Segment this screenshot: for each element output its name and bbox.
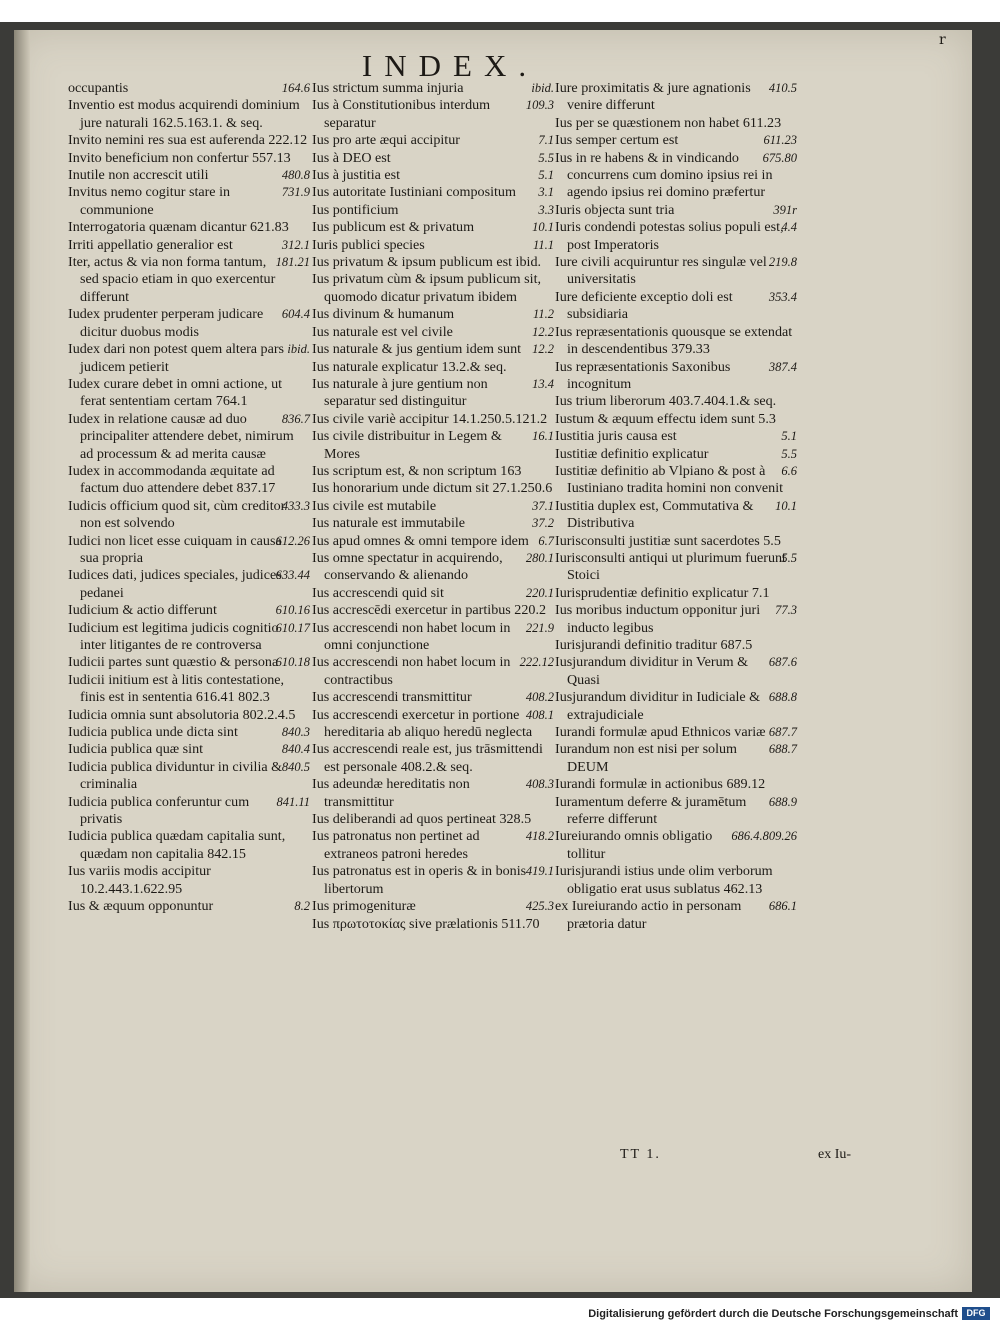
index-entry-ref: 425.3 <box>525 899 554 914</box>
index-entry <box>68 828 310 863</box>
index-entry <box>555 428 797 445</box>
index-entry <box>312 132 554 149</box>
index-entry-ref: 220.1 <box>525 585 554 600</box>
index-entry <box>68 498 310 533</box>
index-entry <box>555 741 797 776</box>
index-entry <box>312 620 554 655</box>
index-entry-ref: 686.1 <box>768 899 797 914</box>
index-entry <box>555 898 797 933</box>
index-entry <box>555 533 797 550</box>
index-entry <box>312 219 554 236</box>
index-entry <box>555 219 797 254</box>
index-entry-text: Inventio est modus acquirendi dominium jure naturali 162.5.163.1. & seq. <box>68 97 300 131</box>
index-entry-text: Iureiurando omnis obligatio tollitur <box>555 828 713 862</box>
index-entry <box>68 341 310 376</box>
index-entry-ref: 610.17 <box>275 620 310 635</box>
index-entry <box>312 863 554 898</box>
index-entry-text: Ius deliberandi ad quos pertineat 328.5 <box>312 811 532 828</box>
signature-mark: TT 1. <box>620 1147 661 1162</box>
index-entry <box>312 202 554 219</box>
index-entry <box>68 759 310 794</box>
index-entry-text: Ius honorarium unde dictum sit 27.1.250.6 <box>312 480 553 497</box>
index-entry <box>312 898 554 915</box>
index-entry-ref: 687.7 <box>768 725 797 740</box>
index-entry <box>312 707 554 742</box>
index-entry-ref: 280.1 <box>525 550 554 565</box>
index-entry-text: Ius accrescendi non habet locum in omni conjunctione <box>312 619 511 653</box>
index-entry-ref: 219.8 <box>768 255 797 270</box>
index-entry-text: Ius semper certum est <box>555 132 679 149</box>
index-entry-text: Iustitiæ definitio explicatur <box>555 445 709 462</box>
dfg-logo: DFG <box>962 1307 990 1320</box>
index-entry <box>312 550 554 585</box>
index-entry-text: Iudici non licet esse cuiquam in causa sua propria <box>68 532 282 566</box>
index-entry-text: Ius accrescendi exercetur in portione hereditaria ab aliquo heredū neglecta <box>312 706 533 741</box>
index-entry-text: Ius scriptum est, & non scriptum 163 <box>312 462 522 479</box>
index-entry-ref: 312.1 <box>281 237 310 252</box>
index-entry-text: Ius patronatus non pertinet ad extraneos patroni heredes <box>312 828 480 862</box>
index-entry-text: Ius civile est mutabile <box>312 497 437 514</box>
index-entry-text: Ius naturale est vel civile <box>312 323 453 340</box>
index-entry-ref: 612.26 <box>275 533 310 548</box>
index-entry-ref: 4.4 <box>781 220 797 235</box>
index-entry-text: Invito beneficium non confertur 557.13 <box>68 149 291 166</box>
index-entry-ref: 5.1 <box>538 168 554 183</box>
index-entry-text: Ius in re habens & in vindicando concurrens cum domino ipsius rei in agendo ipsius rei domino præfertur <box>555 149 773 201</box>
index-entry-text: Ius accrescendi transmittitur <box>312 689 472 706</box>
index-entry-ref: 418.2 <box>525 829 554 844</box>
index-entry <box>68 150 310 167</box>
index-entry-ref: 8.2 <box>294 899 310 914</box>
index-entry-text: Iudicia publica unde dicta sint <box>68 724 238 741</box>
index-entry <box>312 463 554 480</box>
index-entry-ref: ibid. <box>531 81 554 95</box>
index-entry <box>555 498 797 533</box>
index-entry-text: Ius strictum summa injuria <box>312 80 464 96</box>
index-entry-ref: 840.5 <box>281 759 310 774</box>
index-entry <box>555 689 797 724</box>
index-entry-ref: 419.1 <box>525 864 554 879</box>
index-entry <box>555 202 797 219</box>
index-entry-text: Ius privatum cùm & ipsum publicum sit, quomodo dicatur privatum ibidem <box>312 271 542 305</box>
index-entry <box>68 620 310 655</box>
index-entry-ref: 37.1 <box>532 498 554 513</box>
index-entry-text: Iudices dati, judices speciales, judices pedanei <box>68 567 282 601</box>
index-entry-ref: 37.2 <box>532 516 554 531</box>
index-entry-ref: 10.1 <box>532 220 554 235</box>
index-entry-text: Iudicia publica conferuntur cum privatis <box>68 793 250 828</box>
index-entry-ref: 16.1 <box>532 429 554 444</box>
index-entry-ref: 222.12 <box>519 655 554 670</box>
index-entry-ref: 840.4 <box>281 742 310 757</box>
index-entry <box>312 498 554 515</box>
index-entry-text: Ius πρωτοτοκίας sive prælationis 511.70 <box>312 915 540 932</box>
index-entry-text: Ius naturale & jus gentium idem sunt <box>312 341 522 358</box>
index-entry-text: Ius trium liberorum 403.7.404.1.& seq. <box>555 393 777 410</box>
index-entry-ref: 3.3 <box>538 202 554 217</box>
index-entry-ref: 5.1 <box>781 429 797 444</box>
index-entry-text: Iudex in accommodanda æquitate ad factum duo attendere debet 837.17 <box>68 462 276 497</box>
index-entry-ref: 77.3 <box>775 603 797 618</box>
index-entry-text: Iudicii initium est à litis contestatione, finis est in sententia 616.41 802.3 <box>68 671 285 706</box>
index-entry-text: Iudicium & actio differunt <box>68 602 217 619</box>
index-entry-ref: 610.16 <box>275 603 310 618</box>
index-entry <box>68 306 310 341</box>
index-entry <box>68 794 310 829</box>
index-entry-ref: 408.1 <box>525 707 554 722</box>
index-column-3 <box>555 80 797 933</box>
index-entry-ref: 836.7 <box>281 411 310 426</box>
page-binding-edge <box>14 30 30 1292</box>
index-entry-text: Ius accrescendi non habet locum in contractibus <box>312 654 511 688</box>
index-entry-ref: 6.6 <box>781 463 797 478</box>
index-entry <box>312 184 554 201</box>
index-entry <box>312 167 554 184</box>
index-entry-text: Iurandi formulæ apud Ethnicos variæ <box>555 724 766 741</box>
index-entry-ref: 109.3 <box>525 98 554 113</box>
index-entry <box>555 393 797 410</box>
index-entry-text: Ius privatum & ipsum publicum est ibid. <box>312 254 542 271</box>
index-column-1 <box>68 80 310 916</box>
index-entry <box>312 515 554 532</box>
index-entry <box>312 80 554 97</box>
index-entry-text: Ius & æquum opponuntur <box>68 898 214 915</box>
index-entry-text: Irriti appellatio generalior est <box>68 236 233 253</box>
index-entry-text: Ius à Constitutionibus interdum separatur <box>312 97 491 131</box>
index-entry-text: Interrogatoria quænam dicantur 621.83 <box>68 219 289 236</box>
index-entry-text: Iurisjurandi istius unde olim verborum obligatio erat usus sublatus 462.13 <box>555 863 773 897</box>
index-entry-ref: 610.18 <box>275 655 310 670</box>
index-entry <box>555 863 797 898</box>
index-entry <box>68 654 310 671</box>
index-entry-text: Iustum & æquum effectu idem sunt 5.3 <box>555 410 776 427</box>
index-entry <box>68 567 310 602</box>
index-entry <box>312 376 554 411</box>
index-entry <box>312 689 554 706</box>
index-entry <box>312 271 554 306</box>
index-entry-text: Iuris objecta sunt tria <box>555 201 675 218</box>
index-entry-text: Iudicia publica quædam capitalia sunt, quædam non capitalia 842.15 <box>68 828 286 862</box>
index-entry <box>68 707 310 724</box>
index-entry <box>68 463 310 498</box>
catchword: ex Iu- <box>818 1147 852 1162</box>
index-entry-text: Iure proximitatis & jure agnationis venire differunt <box>555 80 751 114</box>
index-entry-text: Iurandi formulæ in actionibus 689.12 <box>555 776 766 793</box>
index-entry <box>68 672 310 707</box>
index-entry <box>312 916 554 933</box>
index-entry <box>555 654 797 689</box>
index-entry <box>555 132 797 149</box>
index-entry <box>312 776 554 811</box>
index-entry <box>312 585 554 602</box>
index-entry-text: Iudex in relatione causæ ad duo principaliter attendere debet, nimirum ad processum & ad merita causæ <box>68 410 294 462</box>
index-entry-text: Ius naturale explicatur 13.2.& seq. <box>312 358 507 375</box>
index-entry-text: Ius adeundæ hereditatis non transmittitur <box>312 776 470 810</box>
index-entry-ref: 7.1 <box>538 133 554 148</box>
index-entry <box>312 741 554 776</box>
index-entry-text: Ius omne spectatur in acquirendo, conservando & alienando <box>312 549 503 584</box>
index-entry-text: Ius pro arte æqui accipitur <box>312 132 460 149</box>
index-entry-ref: 11.1 <box>533 237 554 252</box>
index-entry-text: Iure civili acquiruntur res singulæ vel universitatis <box>555 254 767 288</box>
index-entry <box>312 602 554 619</box>
index-entry-ref: 221.9 <box>525 620 554 635</box>
index-entry-text: Ius accrescēdi exercetur in partibus 220.2 <box>312 602 547 619</box>
index-entry-ref: 410.5 <box>768 81 797 95</box>
index-entry-ref: 5.5 <box>781 550 797 565</box>
index-entry <box>68 219 310 236</box>
index-entry <box>312 411 554 428</box>
index-entry-ref: 391r <box>773 202 797 217</box>
index-entry <box>555 289 797 324</box>
index-entry-ref: 387.4 <box>768 359 797 374</box>
index-entry-text: Iusjurandum dividitur in Verum & Quasi <box>555 654 749 688</box>
index-entry-text: Ius divinum & humanum <box>312 306 455 323</box>
index-entry-ref: 841.11 <box>276 794 310 809</box>
index-entry-ref: 840.3 <box>281 725 310 740</box>
index-entry <box>68 724 310 741</box>
index-entry-text: Iudicia omnia sunt absolutoria 802.2.4.5 <box>68 706 296 723</box>
index-entry-ref: 611.23 <box>763 133 797 148</box>
index-entry <box>312 341 554 358</box>
index-entry <box>68 167 310 184</box>
index-entry-ref: 408.2 <box>525 690 554 705</box>
index-entry <box>555 80 797 115</box>
index-entry <box>312 811 554 828</box>
index-entry <box>68 863 310 898</box>
index-entry <box>312 428 554 463</box>
index-entry-ref: 353.4 <box>768 289 797 304</box>
index-entry <box>555 828 797 863</box>
index-entry-text: Iurisjurandi definitio traditur 687.5 <box>555 637 753 653</box>
index-entry <box>555 359 797 394</box>
index-entry-ref: 433.3 <box>281 498 310 513</box>
index-entry <box>68 184 310 219</box>
index-entry-ref: 408.3 <box>525 777 554 792</box>
index-entry-text: Ius variis modis accipitur 10.2.443.1.622.95 <box>68 863 211 897</box>
index-entry <box>555 776 797 793</box>
index-entry-ref: 604.4 <box>281 307 310 322</box>
index-entry-text: Iter, actus & via non forma tantum, sed spacio etiam in quo exercentur differunt <box>68 254 276 305</box>
index-entry-ref: 687.6 <box>768 655 797 670</box>
index-entry-text: Iudicis officium quod sit, cùm creditor non est solvendo <box>68 497 286 532</box>
index-entry-ref: 3.1 <box>538 185 554 200</box>
index-entry <box>68 254 310 306</box>
index-entry-text: Invitus nemo cogitur stare in communione <box>68 184 231 218</box>
index-entry-text: Ius primogenituræ <box>312 898 416 915</box>
digitization-credit: Digitalisierung gefördert durch die Deutsche Forschungsgemeinschaft <box>588 1308 958 1320</box>
index-entry-text: Ius repræsentationis quousque se extendat in descendentibus 379.33 <box>555 323 793 358</box>
index-entry-text: Iudex prudenter perperam judicare dicitur duobus modis <box>68 306 264 340</box>
index-entry-ref: 164.6 <box>281 81 310 95</box>
index-entry-ref: 5.5 <box>781 446 797 461</box>
index-entry <box>312 97 554 132</box>
index-entry <box>68 97 310 132</box>
index-entry-ref: 688.8 <box>768 690 797 705</box>
index-entry-text: Iustitia juris causa est <box>555 428 677 445</box>
index-entry-ref: 688.7 <box>768 742 797 757</box>
index-entry-ref: 731.9 <box>281 185 310 200</box>
index-entry <box>312 150 554 167</box>
index-entry-text: occupantis <box>68 80 129 96</box>
index-entry-text: Iudicia publica quæ sint <box>68 741 204 758</box>
index-entry-text: Iurisconsulti antiqui ut plurimum fuerunt Stoici <box>555 549 786 584</box>
index-entry-text: Iurandum non est nisi per solum DEUM <box>555 741 738 775</box>
index-entry-ref: 11.2 <box>533 307 554 322</box>
index-entry <box>555 463 797 498</box>
index-entry-text: Ius apud omnes & omni tempore idem <box>312 532 529 549</box>
index-entry-text: Iudex dari non potest quem altera pars judicem petierit <box>68 341 285 375</box>
index-entry-text: Iuris publici species <box>312 236 425 253</box>
index-entry <box>555 794 797 829</box>
index-entry-ref: 6.7 <box>538 533 554 548</box>
index-entry <box>555 637 797 654</box>
index-entry-ref: 13.4 <box>532 376 554 391</box>
index-entry <box>555 115 797 132</box>
index-entry <box>555 254 797 289</box>
index-entry <box>555 446 797 463</box>
index-entry <box>68 898 310 915</box>
index-entry-text: Iurisconsulti justitiæ sunt sacerdotes 5.5 <box>555 532 781 549</box>
index-entry <box>555 602 797 637</box>
index-entry-text: Iudicium est legitima judicis cognitio inter litigantes de re controversa <box>68 619 279 653</box>
index-entry <box>555 724 797 741</box>
index-entry-text: Ius patronatus est in operis & in bonis libertorum <box>312 863 527 897</box>
index-entry-text: Ius civile distribuitur in Legem & Mores <box>312 428 502 462</box>
index-entry <box>312 480 554 497</box>
index-entry <box>555 550 797 585</box>
index-entry-ref: ibid. <box>287 342 310 357</box>
index-entry <box>555 411 797 428</box>
index-entry <box>312 237 554 254</box>
index-entry-ref: 10.1 <box>775 498 797 513</box>
index-entry-text: Ius pontificium <box>312 201 399 218</box>
index-entry <box>555 150 797 202</box>
index-entry-text: Ius naturale est immutabile <box>312 515 466 532</box>
index-entry <box>68 376 310 411</box>
index-entry <box>312 828 554 863</box>
index-entry <box>312 359 554 376</box>
index-entry-text: Iusjurandum dividitur in Iudiciale & extrajudiciale <box>555 689 761 723</box>
index-entry-text: Iustitia duplex est, Commutativa & Distributiva <box>555 497 754 532</box>
index-entry <box>68 80 310 97</box>
index-entry-ref: 12.2 <box>532 324 554 339</box>
index-entry <box>312 254 554 271</box>
index-entry-text: Iudicii partes sunt quæstio & persona <box>68 654 279 671</box>
index-entry-text: Iudex curare debet in omni actione, ut ferat sententiam certam 764.1 <box>68 375 283 410</box>
index-entry <box>68 132 310 149</box>
index-entry-ref: 5.5 <box>538 150 554 165</box>
index-entry-ref: 688.9 <box>768 794 797 809</box>
index-entry-text: ex Iureiurando actio in personam prætoria datur <box>555 898 742 932</box>
index-entry-text: Ius accrescendi quid sit <box>312 584 444 601</box>
index-entry-text: Ius naturale à jure gentium non separatur sed distinguitur <box>312 375 488 410</box>
index-entry-text: Ius per se quæstionem non habet 611.23 <box>555 114 782 131</box>
index-entry <box>312 533 554 550</box>
index-entry <box>312 306 554 323</box>
index-entry-ref: 633.44 <box>275 568 310 583</box>
index-entry <box>68 533 310 568</box>
index-entry <box>68 411 310 463</box>
index-entry-text: Ius accrescendi reale est, jus trāsmittendi est personale 408.2.& seq. <box>312 741 543 775</box>
index-column-2 <box>312 80 554 933</box>
corner-mark: r <box>939 32 946 48</box>
index-entry-text: Ius repræsentationis Saxonibus incognitum <box>555 358 731 392</box>
index-entry-text: Ius publicum est & privatum <box>312 219 475 236</box>
index-entry-text: Ius autoritate Iustiniani compositum <box>312 184 516 201</box>
index-entry-text: Ius à justitia est <box>312 167 401 184</box>
index-entry-text: Inutile non accrescit utili <box>68 167 209 184</box>
index-entry-text: Ius à DEO est <box>312 149 391 166</box>
index-entry-ref: 181.21 <box>275 255 310 270</box>
index-entry <box>68 237 310 254</box>
index-entry-ref: 686.4.809.26 <box>731 829 797 844</box>
index-entry <box>68 602 310 619</box>
index-entry-text: Iustitiæ definitio ab Vlpiano & post à Iustiniano tradita homini non convenit <box>555 462 784 497</box>
page-title: INDEX. <box>361 48 539 83</box>
index-entry <box>68 741 310 758</box>
index-entry <box>555 324 797 359</box>
index-entry <box>312 654 554 689</box>
index-entry-ref: 675.80 <box>762 150 797 165</box>
index-entry-text: Iurisprudentiæ definitio explicatur 7.1 <box>555 584 770 601</box>
index-entry-ref: 12.2 <box>532 342 554 357</box>
index-entry <box>312 324 554 341</box>
index-entry-text: Iuris condendi potestas solius populi est, post Imperatoris <box>555 219 784 253</box>
index-entry-text: Ius moribus inductum opponitur juri inducto legibus <box>555 602 761 636</box>
index-entry-text: Iure deficiente exceptio doli est subsidiaria <box>555 288 733 323</box>
index-entry-text: Invito nemini res sua est auferenda 222.12 <box>68 132 308 149</box>
index-entry-text: Ius civile variè accipitur 14.1.250.5.121.2 <box>312 410 548 427</box>
index-entry-text: Iudicia publica dividuntur in civilia & criminalia <box>68 758 283 793</box>
index-entry <box>555 585 797 602</box>
index-entry-text: Iuramentum deferre & juramētum referre differunt <box>555 793 747 828</box>
index-entry-ref: 480.8 <box>281 168 310 183</box>
